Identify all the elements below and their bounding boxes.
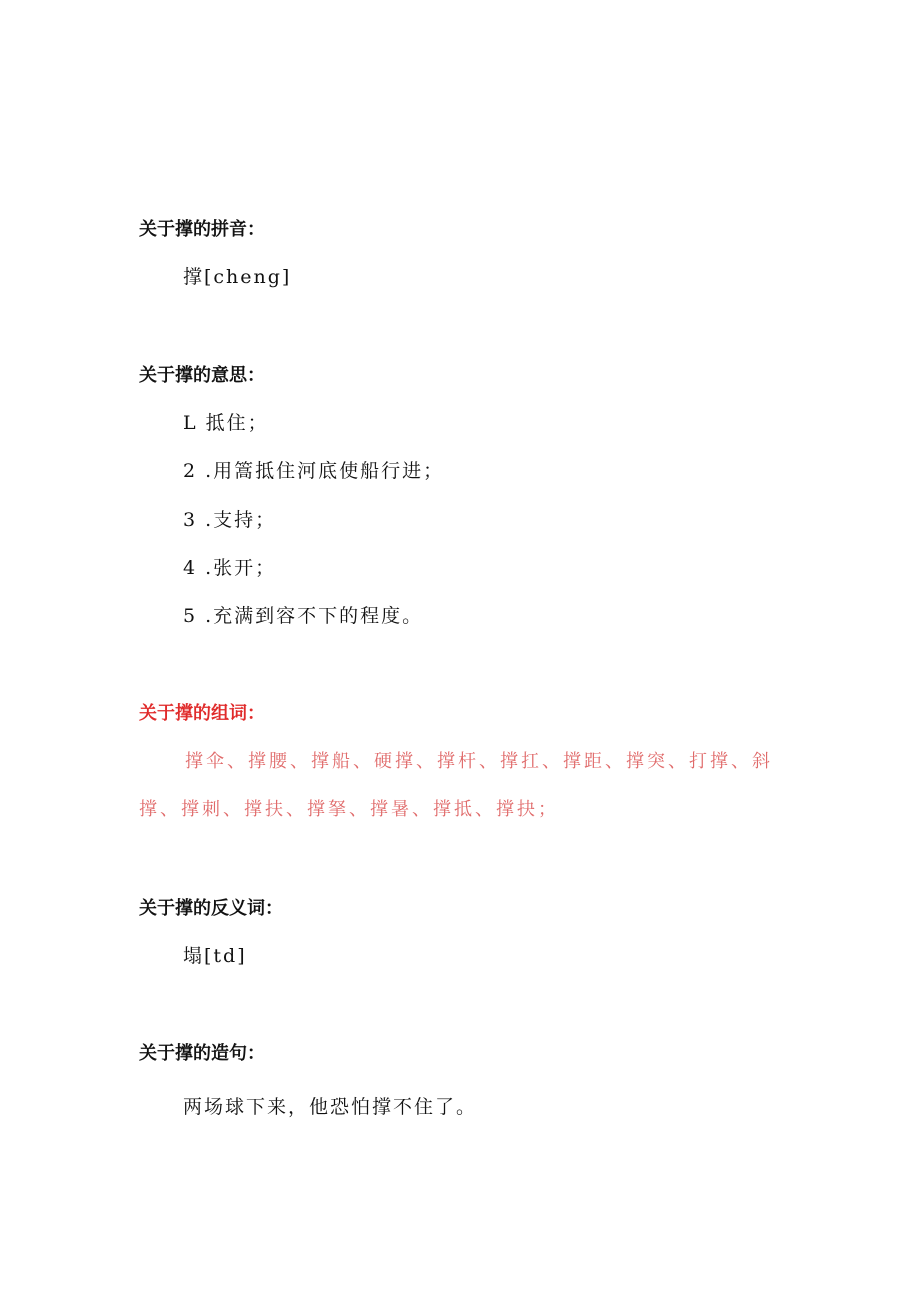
sentence-value: 两场球下来，他恐怕撑不住了。 [183, 1096, 478, 1118]
meaning-item-2: 2 .用篙抵住河底使船行进； [183, 460, 445, 482]
pinyin-value: 撑[cheng] [183, 266, 292, 288]
antonym-value: 塌[td] [183, 945, 247, 967]
antonym-heading: 关于撑的反义词： [139, 898, 283, 919]
words-heading: 关于撑的组词： [139, 703, 265, 724]
sentence-heading: 关于撑的造句： [139, 1043, 265, 1064]
meaning-item-1: L 抵住； [183, 412, 269, 434]
meaning-item-5: 5 .充满到容不下的程度。 [183, 605, 424, 627]
meaning-item-3: 3 .支持； [183, 509, 277, 531]
meaning-item-4: 4 .张开； [183, 557, 277, 579]
pinyin-heading: 关于撑的拼音： [139, 219, 265, 240]
words-line-2: 撑、撑刺、撑扶、撑拏、撑暑、撑抵、撑抉； [139, 799, 559, 820]
meaning-heading: 关于撑的意思： [139, 365, 265, 386]
words-line-1: 撑伞、撑腰、撑船、硬撑、撑杆、撑扛、撑距、撑突、打撑、斜 [185, 751, 773, 772]
